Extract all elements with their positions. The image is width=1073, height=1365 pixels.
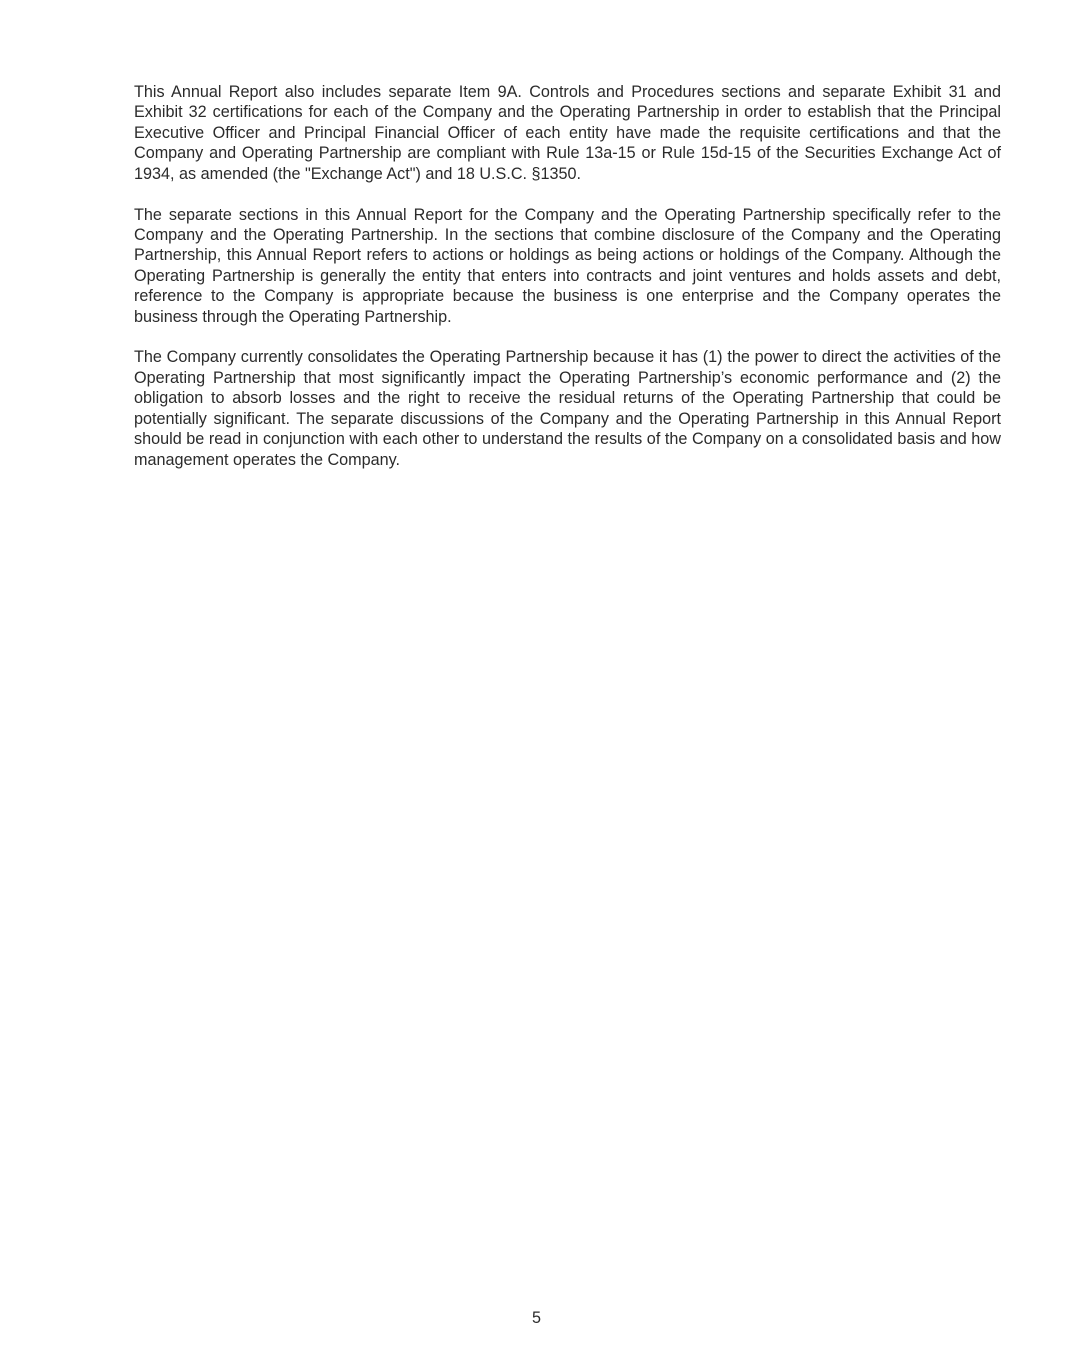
page-number: 5 xyxy=(531,1309,541,1327)
paragraph-certifications: This Annual Report also includes separate Item 9A. Controls and Procedures sections and separate Exhibit 31 and Exhibit 32 certifications for each of the Company and the Operating Partnership in order to establish that the Principal Executive Officer and Principal Financial Officer of each entity have made the requisite certifications and that the Company and Operating Partnership are compliant with Rule 13a-15 or Rule 15d-15 of the Securities Exchange Act of 1934, as amended (the "Exchange Act") and 18 U.S.C. §1350. xyxy=(134,83,1001,183)
paragraph-consolidation: The Company currently consolidates the Operating Partnership because it has (1) the power to direct the activities of the Operating Partnership that most significantly impact the Operating Partnership’s economic performance and (2) the obligation to absorb losses and the right to receive the residual returns of the Operating Partnership that could be potentially significant. The separate discussions of the Company and the Operating Partnership in this Annual Report should be read in conjunction with each other to understand the results of the Company on a consolidated basis and how management operates the Company. xyxy=(134,348,1001,469)
paragraph-separate-sections: The separate sections in this Annual Report for the Company and the Operating Partnership specifically refer to the Company and the Operating Partnership. In the sections that combine disclosure of the Company and the Operating Partnership, this Annual Report refers to actions or holdings as being actions or holdings of the Company. Although the Operating Partnership is generally the entity that enters into contracts and joint ventures and holds assets and debt, reference to the Company is appropriate because the business is one enterprise and the Company operates the business through the Operating Partnership. xyxy=(134,205,1001,326)
document-body xyxy=(134,82,1001,490)
